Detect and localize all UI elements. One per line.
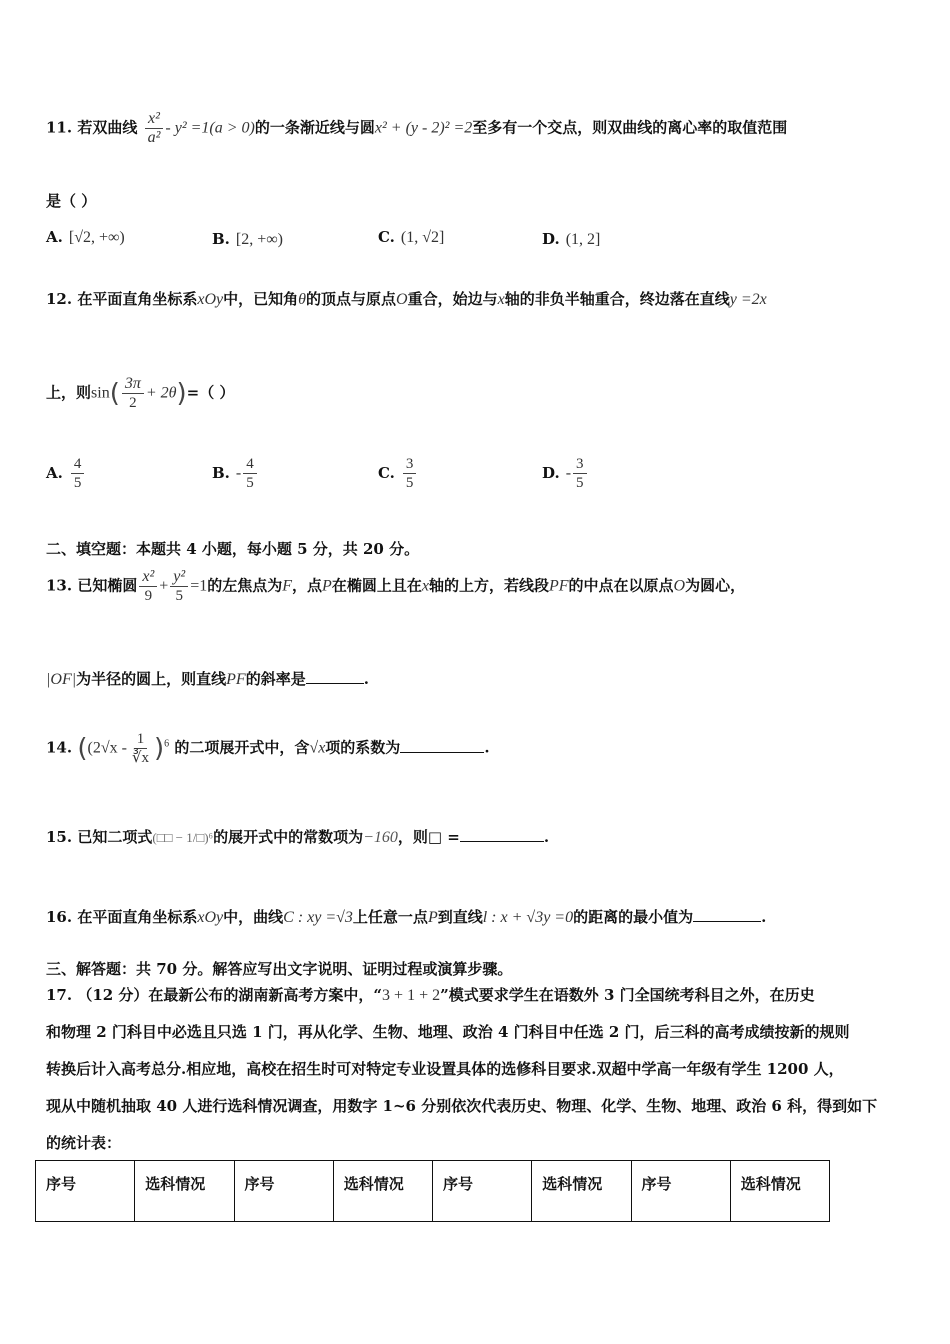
table-header-cell: 选科情况 bbox=[135, 1161, 234, 1222]
q11-hyperbola-fraction: $\frac{\text{x²}}{\text{a²}}$ bbox=[145, 110, 164, 147]
table-header-cell: 序号 bbox=[36, 1161, 135, 1222]
q12-option-a: A. $\frac{4}{5}$ bbox=[46, 455, 86, 492]
q12-option-c: C. $\frac{3}{5}$ bbox=[378, 455, 418, 492]
q12-line-equation: y =2x bbox=[729, 291, 767, 308]
selection-stats-table bbox=[35, 1160, 830, 1222]
q15-answer-blank[interactable] bbox=[460, 827, 544, 842]
section3-heading: 三、解答题：共 70 分。解答应写出文字说明、证明过程或演算步骤。 bbox=[46, 960, 513, 978]
q11-tail: 至多有一个交点，则双曲线的离心率的取值范围 bbox=[472, 118, 788, 137]
section2-heading: 二、填空题：本题共 4 小题，每小题 5 分，共 20 分。 bbox=[46, 540, 420, 558]
q11-line1 bbox=[46, 110, 787, 147]
q16-line: 16. 在平面直角坐标系xOy中，曲线C : xy =√3上任意一点P到直线l : x + √3y =0的距离的最小值为 . bbox=[46, 908, 767, 926]
table-header-cell: 序号 bbox=[433, 1161, 532, 1222]
q12-option-b: B. - $\frac{4}{5}$ bbox=[212, 455, 259, 492]
table-header-cell: 选科情况 bbox=[730, 1161, 829, 1222]
q17-line1: 17. （12 分）在最新公布的湖南新高考方案中，“3 + 1 + 2”模式要求学生在语数外 3 门全国统考科目之外，在历史 bbox=[46, 986, 815, 1004]
q11-option-c: C. (1, √2] bbox=[378, 228, 445, 246]
q12-line2: 上，则sin( $\frac{3\pi}{2}$ + 2θ)=（ ） bbox=[46, 375, 235, 411]
q11-mid: 的一条渐近线与圆 bbox=[254, 118, 375, 137]
q11-hyperbola-rest: - y² =1(a > 0) bbox=[165, 119, 255, 137]
q17-line2: 和物理 2 门科目中必选且只选 1 门，再从化学、生物、地理、政治 4 门科目中任选 2 门，后三科的高考成绩按新的规则 bbox=[46, 1023, 850, 1041]
q12-coord: xOy bbox=[197, 291, 224, 308]
q12-line1: 12. 在平面直角坐标系xOy中，已知角θ的顶点与原点O重合，始边与x轴的非负半轴重合，终边落在直线y =2x bbox=[46, 290, 767, 308]
q13-line2: |OF|为半径的圆上，则直线PF的斜率是 . bbox=[46, 670, 369, 688]
q11-number: 11. bbox=[46, 118, 73, 137]
table-header-row bbox=[36, 1161, 830, 1222]
table-header-cell: 选科情况 bbox=[333, 1161, 432, 1222]
q15-line: 15. 已知二项式(□□ − 1/□)⁶的展开式中的常数项为−160，则□ = . bbox=[46, 828, 550, 846]
q17-line5: 的统计表： bbox=[46, 1134, 122, 1152]
q17-line3: 转换后计入高考总分.相应地，高校在招生时可对特定专业设置具体的选修科目要求.双超中学高一年级有学生 1200 人， bbox=[46, 1060, 844, 1078]
q11-option-d: D. (1, 2] bbox=[542, 230, 601, 248]
q13-answer-blank[interactable] bbox=[306, 669, 364, 684]
q14-answer-blank[interactable] bbox=[400, 738, 484, 753]
q11-lead: 若双曲线 bbox=[77, 118, 138, 137]
q16-answer-blank[interactable] bbox=[693, 907, 761, 922]
table-header-cell: 序号 bbox=[234, 1161, 333, 1222]
q11-circle: x² + (y - 2)² =2 bbox=[374, 119, 473, 137]
q13-line1: 13. 已知椭圆 $\frac{\text{x²}}{9}$ + $\frac{\text{y²}}{5}$ =1的左焦点为F，点P在椭圆上且在x轴的上方，若线段PF的中点在以原点O为圆心， bbox=[46, 568, 746, 604]
q11-option-b: B. [2, +∞) bbox=[212, 230, 283, 248]
table-header-cell: 序号 bbox=[631, 1161, 730, 1222]
q17-line4: 现从中随机抽取 40 人进行选科情况调查，用数字 1~6 分别依次代表历史、物理、化学、生物、地理、政治 6 科，得到如下 bbox=[46, 1097, 878, 1115]
table-header-cell: 选科情况 bbox=[532, 1161, 631, 1222]
q12-option-d: D. - $\frac{3}{5}$ bbox=[542, 455, 589, 492]
q11-line2: 是（ ） bbox=[46, 192, 97, 210]
q11-option-a: A. [√2, +∞) bbox=[46, 228, 125, 246]
q14-line: 14. ((2√x - $\frac{1}{∛x}$ )$^6$ 的二项展开式中，含√x项的系数为 . bbox=[46, 731, 490, 766]
